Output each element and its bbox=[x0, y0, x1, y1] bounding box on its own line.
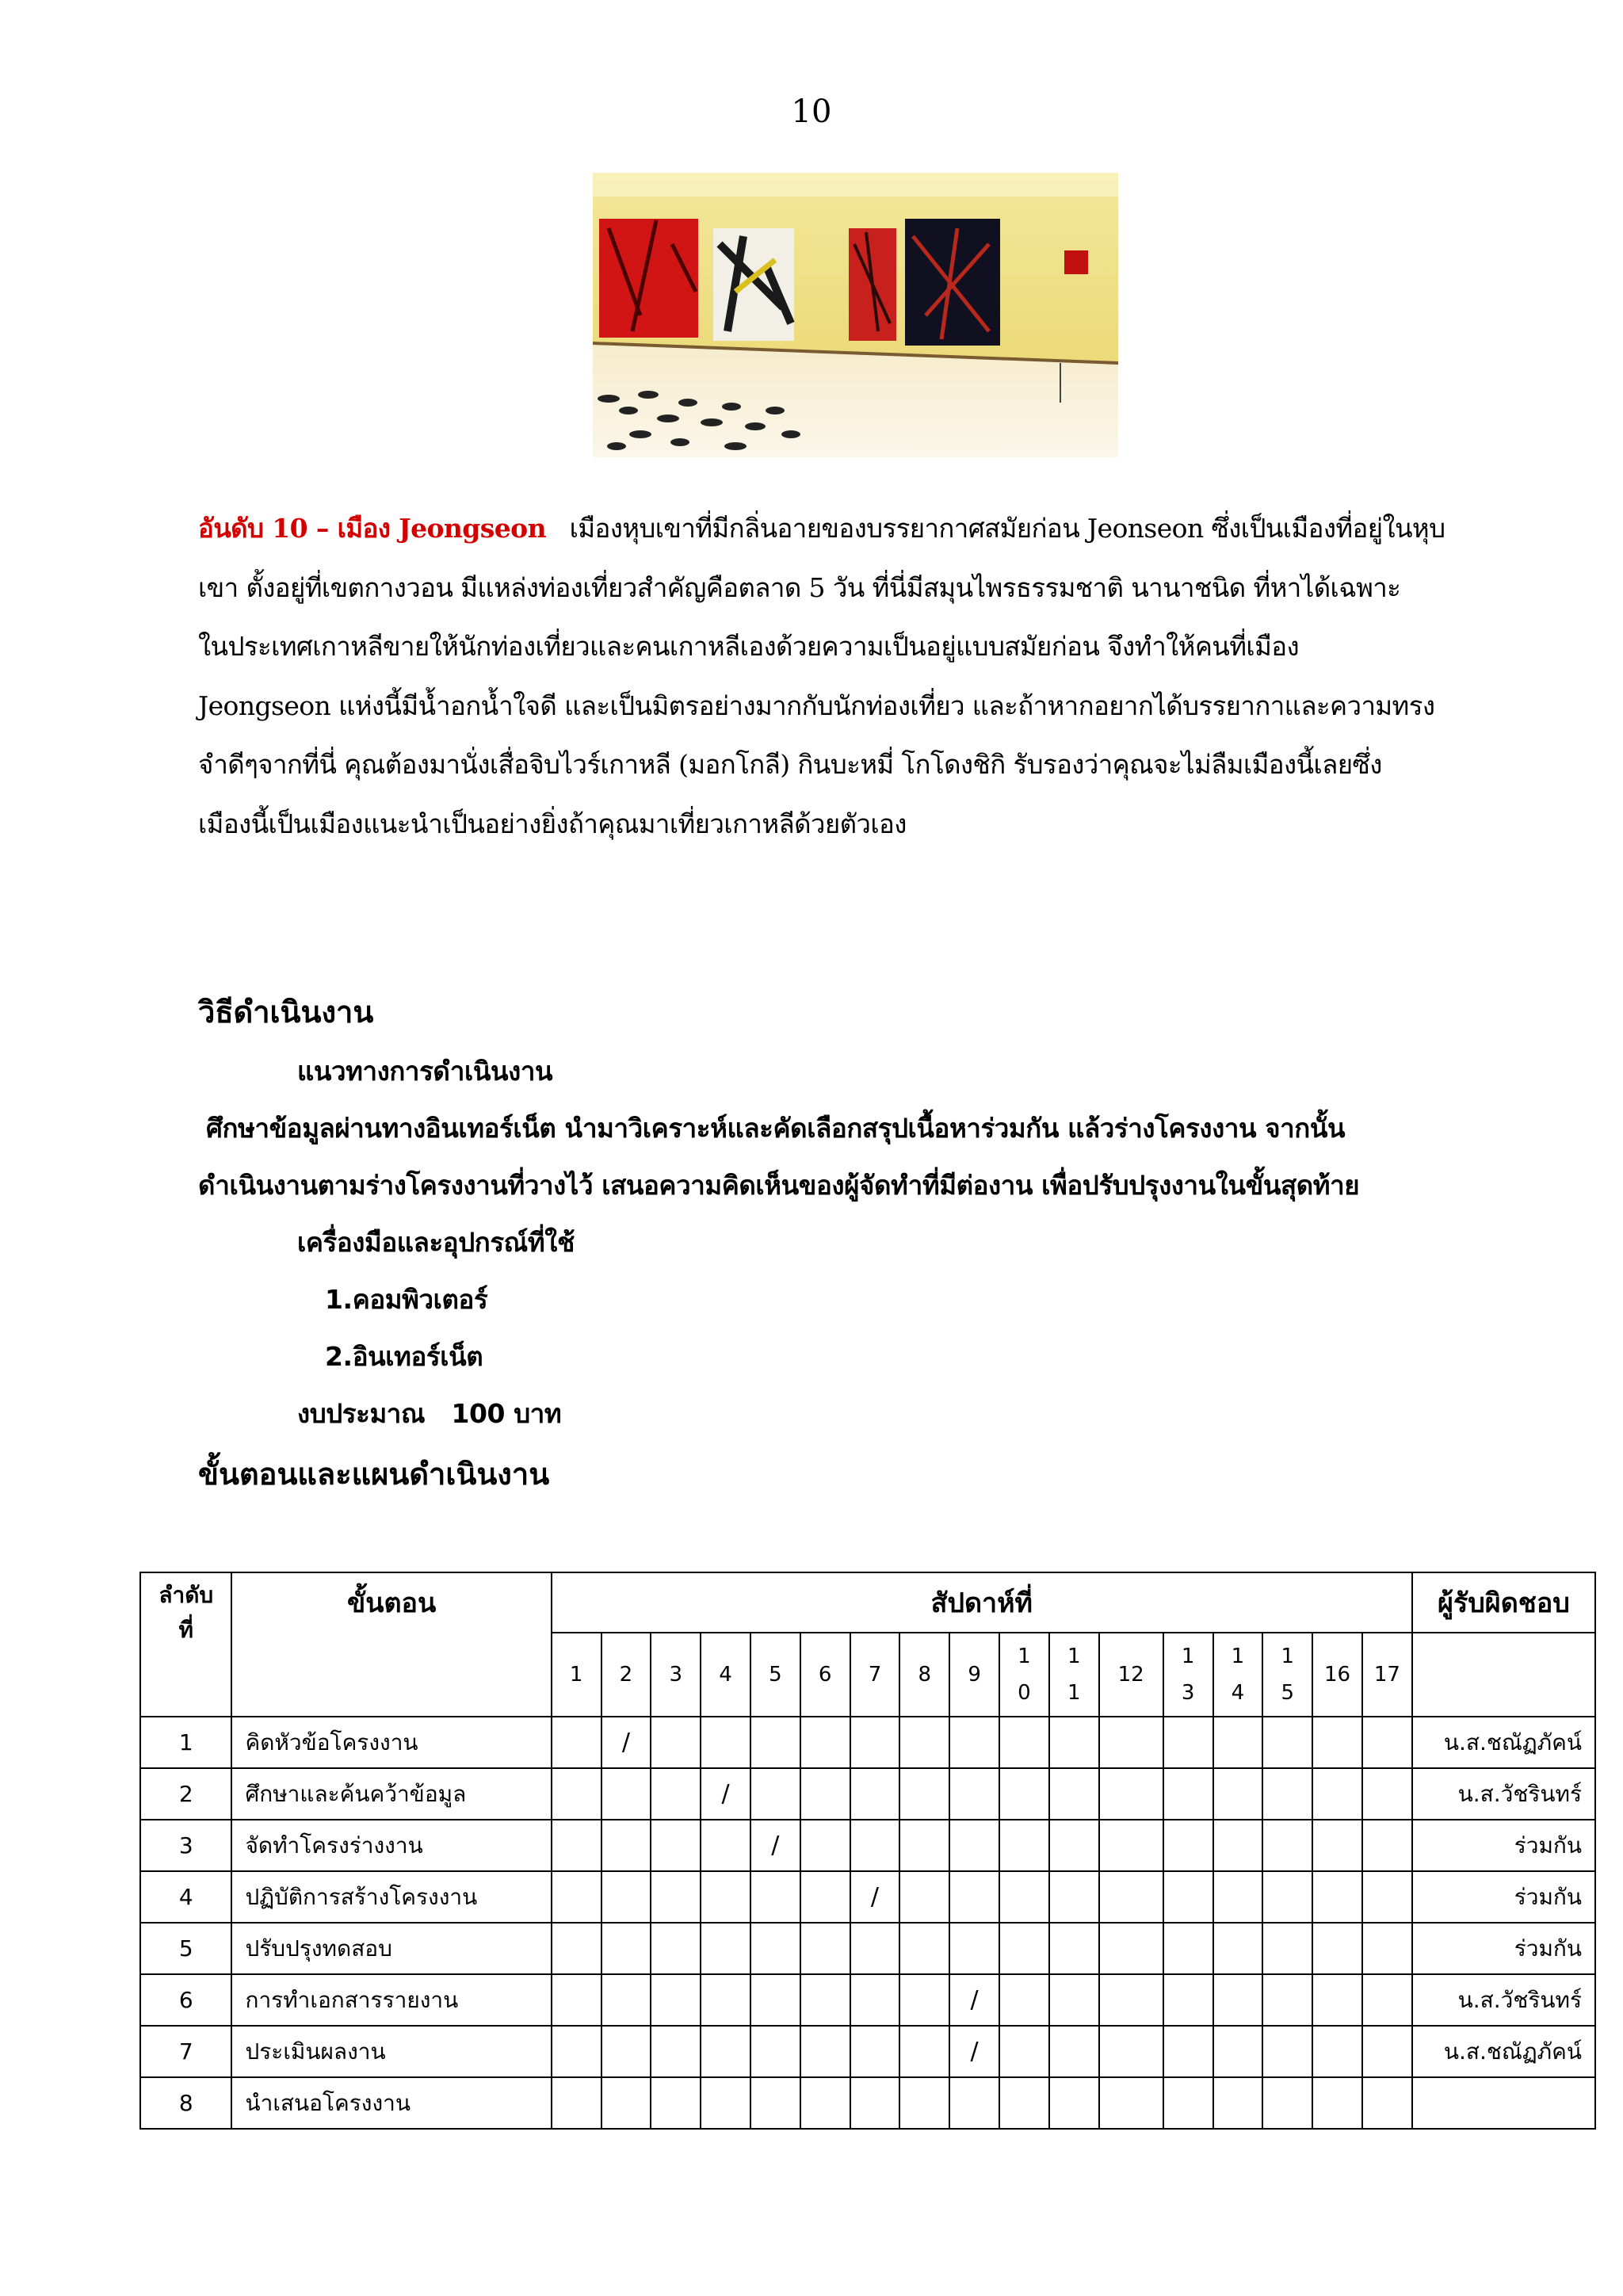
header-weeks: สัปดาห์ที่ bbox=[552, 1572, 1412, 1633]
week-cell bbox=[601, 1871, 651, 1923]
intro-paragraph bbox=[198, 499, 1514, 854]
intro-lead: อันดับ 10 – เมือง Jeongseon bbox=[198, 513, 546, 544]
week-cell bbox=[850, 1820, 900, 1871]
row-step: ประเมินผลงาน bbox=[231, 2026, 551, 2077]
week-cell bbox=[899, 2026, 949, 2077]
intro-line-1: อันดับ 10 – เมือง Jeongseon เมืองหุบเขาที่มีกลิ่นอายของบรรยากาศสมัยก่อน Jeonseon ซึ่งเป็นเมืองที่อยู่ในหุบ bbox=[198, 513, 1445, 544]
gallery-photo bbox=[593, 173, 1118, 457]
week-cell bbox=[899, 1820, 949, 1871]
week-label-12: 12 bbox=[1099, 1633, 1163, 1717]
week-cell bbox=[899, 1768, 949, 1820]
week-cell bbox=[1099, 1717, 1163, 1768]
week-cell bbox=[701, 1974, 750, 2026]
week-cell bbox=[1312, 2077, 1362, 2129]
tool-item-2: 2.อินเทอร์เน็ต bbox=[325, 1341, 483, 1372]
week-cell bbox=[999, 1768, 1049, 1820]
week-cell bbox=[1099, 2077, 1163, 2129]
week-cell bbox=[949, 1717, 999, 1768]
week-cell bbox=[552, 1923, 601, 1974]
week-cell bbox=[750, 1717, 800, 1768]
row-responsible: ร่วมกัน bbox=[1412, 1871, 1595, 1923]
guideline-line-1: ศึกษาข้อมูลผ่านทางอินเทอร์เน็ต นำมาวิเคราะห์และคัดเลือกสรุปเนื้อหาร่วมกัน แล้วร่างโครงงาน จากนั้น bbox=[206, 1113, 1346, 1144]
week-cell bbox=[1362, 1768, 1412, 1820]
row-step: จัดทำโครงร่างงาน bbox=[231, 1820, 551, 1871]
week-cell bbox=[1312, 1768, 1362, 1820]
intro-line-4: Jeongseon แห่งนี้มีน้ำอกน้ำใจดี และเป็นมิตรอย่างมากกับนักท่องเที่ยว และถ้าหากอยากได้บรรยากาและความทรง bbox=[198, 690, 1435, 721]
week-cell bbox=[750, 1974, 800, 2026]
week-cell bbox=[1213, 1871, 1263, 1923]
week-cell bbox=[800, 1768, 850, 1820]
week-cell bbox=[899, 1974, 949, 2026]
week-cell bbox=[701, 2077, 750, 2129]
tools-heading: เครื่องมือและอุปกรณ์ที่ใช้ bbox=[297, 1227, 575, 1258]
week-cell bbox=[601, 1974, 651, 2026]
week-cell bbox=[949, 1871, 999, 1923]
week-cell bbox=[999, 1871, 1049, 1923]
week-cell bbox=[850, 1768, 900, 1820]
week-label-14: 1 4 bbox=[1213, 1633, 1263, 1717]
week-cell bbox=[1099, 1974, 1163, 2026]
week-cell bbox=[899, 1923, 949, 1974]
week-cell bbox=[750, 1871, 800, 1923]
week-cell bbox=[1213, 2026, 1263, 2077]
week-label-6: 6 bbox=[800, 1633, 850, 1717]
row-responsible: ร่วมกัน bbox=[1412, 1820, 1595, 1871]
week-cell bbox=[1312, 2026, 1362, 2077]
row-step: นำเสนอโครงงาน bbox=[231, 2077, 551, 2129]
week-cell bbox=[601, 2026, 651, 2077]
week-cell bbox=[1163, 1871, 1213, 1923]
week-label-10: 1 0 bbox=[999, 1633, 1049, 1717]
header-resp-blank bbox=[1412, 1633, 1595, 1717]
week-cell bbox=[651, 2077, 701, 2129]
week-cell bbox=[1049, 1974, 1099, 2026]
week-cell bbox=[800, 1923, 850, 1974]
row-seq: 4 bbox=[140, 1871, 231, 1923]
week-label-5: 5 bbox=[750, 1633, 800, 1717]
row-seq: 8 bbox=[140, 2077, 231, 2129]
week-cell bbox=[601, 1768, 651, 1820]
table-row bbox=[140, 2077, 1595, 2129]
week-label-15: 1 5 bbox=[1262, 1633, 1312, 1717]
week-label-1: 1 bbox=[552, 1633, 601, 1717]
week-cell bbox=[1099, 1871, 1163, 1923]
week-label-7: 7 bbox=[850, 1633, 900, 1717]
row-seq: 6 bbox=[140, 1974, 231, 2026]
row-step: การทำเอกสารรายงาน bbox=[231, 1974, 551, 2026]
row-seq: 2 bbox=[140, 1768, 231, 1820]
week-cell bbox=[1362, 2077, 1412, 2129]
week-cell bbox=[750, 1768, 800, 1820]
table-row bbox=[140, 1871, 1595, 1923]
intro-line-2: เขา ตั้งอยู่ที่เขตกางวอน มีแหล่งท่องเที่ยวสำคัญคือตลาด 5 วัน ที่นี่มีสมุนไพรธรรมชาติ นานาชนิด ที่หาได้เฉพาะ bbox=[198, 571, 1401, 603]
week-label-8: 8 bbox=[899, 1633, 949, 1717]
week-label-11: 1 1 bbox=[1049, 1633, 1099, 1717]
table-row bbox=[140, 1820, 1595, 1871]
week-cell bbox=[651, 1974, 701, 2026]
week-cell bbox=[1049, 1768, 1099, 1820]
week-cell bbox=[1163, 2077, 1213, 2129]
row-seq: 5 bbox=[140, 1923, 231, 1974]
week-cell bbox=[1312, 1871, 1362, 1923]
table-row bbox=[140, 1923, 1595, 1974]
week-cell bbox=[1049, 2026, 1099, 2077]
week-cell bbox=[651, 1820, 701, 1871]
week-cell bbox=[750, 2077, 800, 2129]
week-cell bbox=[1099, 1768, 1163, 1820]
budget-value: 100 บาท bbox=[451, 1398, 562, 1429]
week-cell bbox=[1312, 1717, 1362, 1768]
week-mark: / bbox=[850, 1871, 900, 1923]
week-cell bbox=[552, 1717, 601, 1768]
week-cell bbox=[800, 2026, 850, 2077]
week-cell bbox=[1049, 1923, 1099, 1974]
week-cell bbox=[999, 1974, 1049, 2026]
week-label-17: 17 bbox=[1362, 1633, 1412, 1717]
week-cell bbox=[1213, 1974, 1263, 2026]
row-responsible: น.ส.วัชรินทร์ bbox=[1412, 1768, 1595, 1820]
week-cell bbox=[850, 1717, 900, 1768]
week-cell bbox=[1262, 1923, 1312, 1974]
week-cell bbox=[1163, 2026, 1213, 2077]
week-cell bbox=[1362, 1923, 1412, 1974]
week-cell bbox=[1262, 1974, 1312, 2026]
guideline-line-2: ดำเนินงานตามร่างโครงงานที่วางไว้ เสนอความคิดเห็นของผู้จัดทำที่มีต่องาน เพื่อปรับปรุงงานในขั้นสุดท้าย bbox=[198, 1170, 1360, 1201]
week-cell bbox=[899, 2077, 949, 2129]
week-cell bbox=[1049, 1871, 1099, 1923]
week-cell bbox=[1099, 1820, 1163, 1871]
week-cell bbox=[800, 1974, 850, 2026]
week-cell bbox=[949, 1820, 999, 1871]
row-responsible: น.ส.วัชรินทร์ bbox=[1412, 1974, 1595, 2026]
week-cell bbox=[750, 2026, 800, 2077]
week-cell bbox=[999, 2077, 1049, 2129]
week-mark: / bbox=[750, 1820, 800, 1871]
budget-line bbox=[297, 1392, 561, 1435]
week-cell bbox=[1362, 1717, 1412, 1768]
table-row bbox=[140, 1717, 1595, 1768]
week-label-9: 9 bbox=[949, 1633, 999, 1717]
row-seq: 1 bbox=[140, 1717, 231, 1768]
week-cell bbox=[552, 2077, 601, 2129]
week-cell bbox=[800, 1820, 850, 1871]
week-cell bbox=[1213, 1768, 1263, 1820]
week-cell bbox=[1163, 1974, 1213, 2026]
week-cell bbox=[949, 1923, 999, 1974]
page-number: 10 bbox=[791, 94, 832, 130]
week-cell bbox=[949, 1768, 999, 1820]
week-cell bbox=[1362, 2026, 1412, 2077]
week-cell bbox=[800, 2077, 850, 2129]
row-responsible bbox=[1412, 2077, 1595, 2129]
week-cell bbox=[1049, 1717, 1099, 1768]
week-cell bbox=[552, 1974, 601, 2026]
week-cell bbox=[1213, 2077, 1263, 2129]
header-seq: ลำดับ ที่ bbox=[140, 1572, 231, 1717]
intro-line-3: ในประเทศเกาหลีขายให้นักท่องเที่ยวและคนเกาหลีเองด้วยความเป็นอยู่แบบสมัยก่อน จึงทำให้คนที่เมือง bbox=[198, 631, 1299, 662]
header-step: ขั้นตอน bbox=[231, 1572, 551, 1717]
week-cell bbox=[601, 2077, 651, 2129]
week-label-2: 2 bbox=[601, 1633, 651, 1717]
week-mark: / bbox=[701, 1768, 750, 1820]
week-cell bbox=[850, 1974, 900, 2026]
week-cell bbox=[1362, 1871, 1412, 1923]
week-cell bbox=[552, 2026, 601, 2077]
week-cell bbox=[800, 1871, 850, 1923]
week-cell bbox=[552, 1871, 601, 1923]
row-responsible: ร่วมกัน bbox=[1412, 1923, 1595, 1974]
header-resp: ผู้รับผิดชอบ bbox=[1412, 1572, 1595, 1633]
tool-item-1: 1.คอมพิวเตอร์ bbox=[325, 1284, 488, 1315]
intro-line-5: จำดีๆจากที่นี่ คุณต้องมานั่งเสื่อจิบไวร์เกาหลี (มอกโกลี) กินบะหมี่ โกโดงชิกิ รับรองว่าคุณจะไม่ลืมเมืองนี้เลยซึ่ง bbox=[198, 749, 1382, 780]
week-cell bbox=[1099, 2026, 1163, 2077]
week-mark: / bbox=[601, 1717, 651, 1768]
gallery-photo-image bbox=[593, 173, 1118, 457]
week-cell bbox=[1362, 1820, 1412, 1871]
week-cell bbox=[651, 1923, 701, 1974]
week-mark: / bbox=[949, 1974, 999, 2026]
week-cell bbox=[999, 1717, 1049, 1768]
week-cell bbox=[1163, 1923, 1213, 1974]
week-cell bbox=[701, 1923, 750, 1974]
week-cell bbox=[1213, 1820, 1263, 1871]
budget-label: งบประมาณ bbox=[297, 1398, 426, 1429]
week-cell bbox=[750, 1923, 800, 1974]
method-heading: วิธีดำเนินงาน bbox=[198, 995, 374, 1030]
week-cell bbox=[899, 1717, 949, 1768]
week-cell bbox=[1163, 1717, 1213, 1768]
week-cell bbox=[701, 1820, 750, 1871]
week-cell bbox=[999, 1923, 1049, 1974]
row-step: ศึกษาและค้นคว้าข้อมูล bbox=[231, 1768, 551, 1820]
week-cell bbox=[899, 1871, 949, 1923]
week-cell bbox=[1312, 1974, 1362, 2026]
week-cell bbox=[1163, 1768, 1213, 1820]
guideline-heading: แนวทางการดำเนินงาน bbox=[297, 1056, 553, 1087]
week-cell bbox=[1262, 1717, 1312, 1768]
week-cell bbox=[1312, 1820, 1362, 1871]
week-cell bbox=[949, 2077, 999, 2129]
week-cell bbox=[701, 2026, 750, 2077]
week-cell bbox=[1262, 2026, 1312, 2077]
week-cell bbox=[1262, 1820, 1312, 1871]
week-cell bbox=[850, 2077, 900, 2129]
week-cell bbox=[1262, 2077, 1312, 2129]
row-seq: 3 bbox=[140, 1820, 231, 1871]
week-cell bbox=[601, 1923, 651, 1974]
week-cell bbox=[651, 2026, 701, 2077]
week-cell bbox=[552, 1820, 601, 1871]
week-cell bbox=[800, 1717, 850, 1768]
schedule-table bbox=[139, 1572, 1596, 2130]
week-cell bbox=[1099, 1923, 1163, 1974]
week-cell bbox=[850, 1923, 900, 1974]
week-cell bbox=[651, 1717, 701, 1768]
week-cell bbox=[701, 1717, 750, 1768]
plan-heading: ขั้นตอนและแผนดำเนินงาน bbox=[198, 1457, 550, 1492]
row-responsible: น.ส.ชณัฏภัคน์ bbox=[1412, 2026, 1595, 2077]
week-cell bbox=[552, 1768, 601, 1820]
week-cell bbox=[999, 2026, 1049, 2077]
week-cell bbox=[1262, 1768, 1312, 1820]
week-cell bbox=[1163, 1820, 1213, 1871]
week-cell bbox=[701, 1871, 750, 1923]
table-row bbox=[140, 1974, 1595, 2026]
table-row bbox=[140, 2026, 1595, 2077]
intro-line-6: เมืองนี้เป็นเมืองแนะนำเป็นอย่างยิ่งถ้าคุณมาเที่ยวเกาหลีด้วยตัวเอง bbox=[198, 808, 907, 839]
week-cell bbox=[651, 1768, 701, 1820]
week-cell bbox=[850, 2026, 900, 2077]
schedule-header-row bbox=[140, 1572, 1595, 1633]
week-cell bbox=[601, 1820, 651, 1871]
table-row bbox=[140, 1768, 1595, 1820]
week-label-16: 16 bbox=[1312, 1633, 1362, 1717]
week-cell bbox=[1049, 2077, 1099, 2129]
row-seq: 7 bbox=[140, 2026, 231, 2077]
week-cell bbox=[1362, 1974, 1412, 2026]
week-cell bbox=[999, 1820, 1049, 1871]
row-responsible: น.ส.ชณัฏภัคน์ bbox=[1412, 1717, 1595, 1768]
week-cell bbox=[1213, 1717, 1263, 1768]
week-mark: / bbox=[949, 2026, 999, 2077]
week-cell bbox=[1312, 1923, 1362, 1974]
week-cell bbox=[1262, 1871, 1312, 1923]
row-step: ปรับปรุงทดสอบ bbox=[231, 1923, 551, 1974]
week-label-13: 1 3 bbox=[1163, 1633, 1213, 1717]
week-label-4: 4 bbox=[701, 1633, 750, 1717]
row-step: คิดหัวข้อโครงงาน bbox=[231, 1717, 551, 1768]
week-cell bbox=[651, 1871, 701, 1923]
week-label-3: 3 bbox=[651, 1633, 701, 1717]
row-step: ปฏิบัติการสร้างโครงงาน bbox=[231, 1871, 551, 1923]
week-cell bbox=[1213, 1923, 1263, 1974]
week-cell bbox=[1049, 1820, 1099, 1871]
